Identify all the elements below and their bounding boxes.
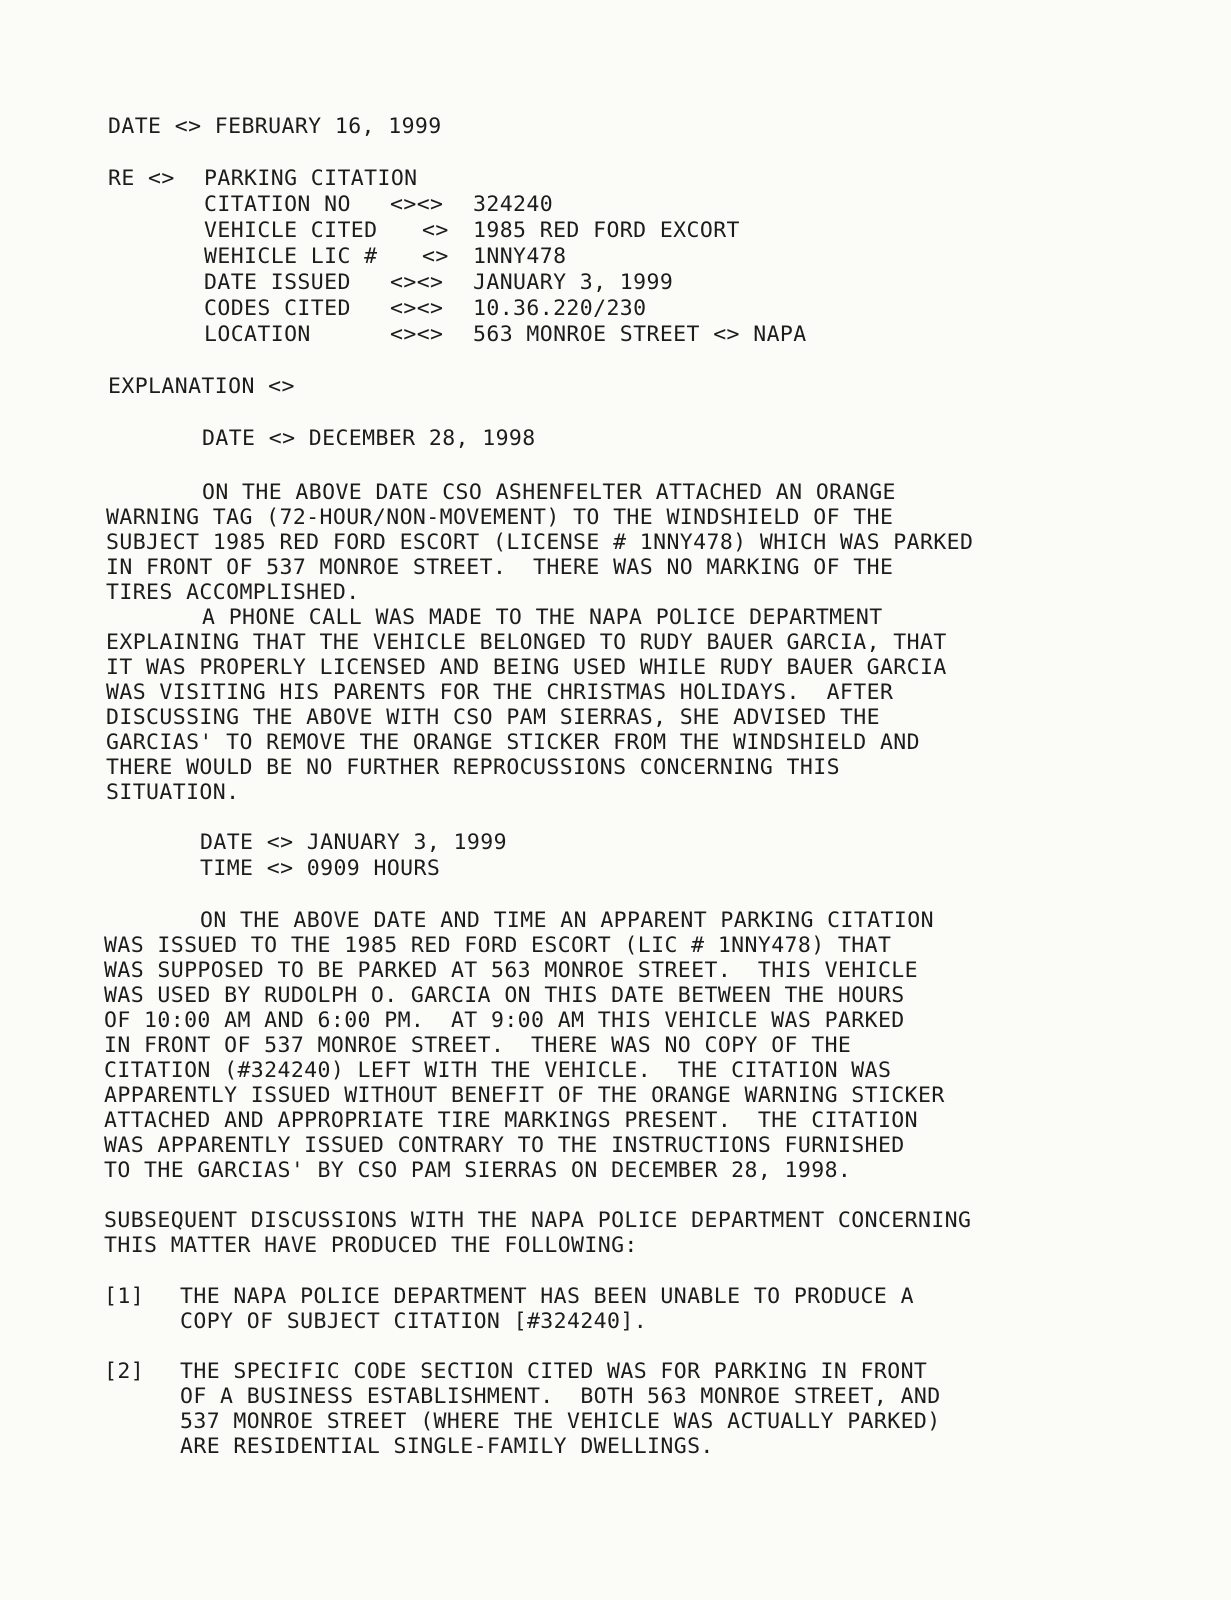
citation-label: VEHICLE CITED xyxy=(204,218,378,243)
paragraph-line: WAS APPARENTLY ISSUED CONTRARY TO THE INSTRUCTIONS FURNISHED xyxy=(104,1133,905,1158)
explanation-date-1: DATE <> DECEMBER 28, 1998 xyxy=(202,426,536,451)
paragraph-line: WAS SUPPOSED TO BE PARKED AT 563 MONROE STREET. THIS VEHICLE xyxy=(104,958,918,983)
finding-line: THE SPECIFIC CODE SECTION CITED WAS FOR PARKING IN FRONT xyxy=(180,1359,928,1384)
paragraph-line: TO THE GARCIAS' BY CSO PAM SIERRAS ON DECEMBER 28, 1998. xyxy=(104,1158,852,1183)
paragraph-line: DISCUSSING THE ABOVE WITH CSO PAM SIERRAS, SHE ADVISED THE xyxy=(106,705,880,730)
explanation-heading: EXPLANATION <> xyxy=(108,374,295,399)
paragraph-line: SITUATION. xyxy=(106,780,240,805)
header-date: DATE <> FEBRUARY 16, 1999 xyxy=(108,114,442,139)
citation-label: DATE ISSUED xyxy=(204,270,351,295)
citation-sep: <><> xyxy=(390,322,444,347)
citation-sep: <> xyxy=(422,218,449,243)
citation-label: WEHICLE LIC # xyxy=(204,244,378,269)
paragraph-line: THIS MATTER HAVE PRODUCED THE FOLLOWING: xyxy=(104,1233,638,1258)
finding-number: [2] xyxy=(104,1359,145,1384)
re-subject: PARKING CITATION xyxy=(204,166,418,191)
explanation-date-2: DATE <> JANUARY 3, 1999 xyxy=(200,830,507,855)
finding-line: THE NAPA POLICE DEPARTMENT HAS BEEN UNABLE TO PRODUCE A xyxy=(180,1284,914,1309)
paragraph-line: A PHONE CALL WAS MADE TO THE NAPA POLICE DEPARTMENT xyxy=(202,605,883,630)
finding-line: OF A BUSINESS ESTABLISHMENT. BOTH 563 MONROE STREET, AND xyxy=(180,1384,941,1409)
citation-sep: <><> xyxy=(390,270,444,295)
citation-sep: <><> xyxy=(390,296,444,321)
citation-value: 563 MONROE STREET <> NAPA xyxy=(473,322,807,347)
paragraph-line: TIRES ACCOMPLISHED. xyxy=(106,580,360,605)
citation-sep: <><> xyxy=(390,192,444,217)
citation-label: CITATION NO xyxy=(204,192,351,217)
paragraph-line: OF 10:00 AM AND 6:00 PM. AT 9:00 AM THIS VEHICLE WAS PARKED xyxy=(104,1008,905,1033)
paragraph-line: IN FRONT OF 537 MONROE STREET. THERE WAS NO COPY OF THE xyxy=(104,1033,852,1058)
citation-value: 1985 RED FORD EXCORT xyxy=(473,218,740,243)
re-label: RE <> xyxy=(108,166,175,191)
finding-line: 537 MONROE STREET (WHERE THE VEHICLE WAS ACTUALLY PARKED) xyxy=(180,1409,941,1434)
paragraph-line: THERE WOULD BE NO FURTHER REPROCUSSIONS CONCERNING THIS xyxy=(106,755,840,780)
explanation-time-2: TIME <> 0909 HOURS xyxy=(200,856,441,881)
citation-label: CODES CITED xyxy=(204,296,351,321)
citation-sep: <> xyxy=(422,244,449,269)
finding-line: ARE RESIDENTIAL SINGLE-FAMILY DWELLINGS. xyxy=(180,1434,714,1459)
paragraph-line: ON THE ABOVE DATE AND TIME AN APPARENT PARKING CITATION xyxy=(200,908,934,933)
finding-number: [1] xyxy=(104,1284,145,1309)
paragraph-line: WAS USED BY RUDOLPH O. GARCIA ON THIS DATE BETWEEN THE HOURS xyxy=(104,983,905,1008)
paragraph-line: APPARENTLY ISSUED WITHOUT BENEFIT OF THE ORANGE WARNING STICKER xyxy=(104,1083,945,1108)
paragraph-line: SUBSEQUENT DISCUSSIONS WITH THE NAPA POLICE DEPARTMENT CONCERNING xyxy=(104,1208,972,1233)
finding-line: COPY OF SUBJECT CITATION [#324240]. xyxy=(180,1309,648,1334)
paragraph-line: IN FRONT OF 537 MONROE STREET. THERE WAS NO MARKING OF THE xyxy=(106,555,894,580)
paragraph-line: IT WAS PROPERLY LICENSED AND BEING USED WHILE RUDY BAUER GARCIA xyxy=(106,655,947,680)
paragraph-line: ON THE ABOVE DATE CSO ASHENFELTER ATTACHED AN ORANGE xyxy=(202,480,896,505)
paragraph-line: EXPLAINING THAT THE VEHICLE BELONGED TO RUDY BAUER GARCIA, THAT xyxy=(106,630,947,655)
paragraph-line: WARNING TAG (72-HOUR/NON-MOVEMENT) TO THE WINDSHIELD OF THE xyxy=(106,505,894,530)
citation-value: JANUARY 3, 1999 xyxy=(473,270,674,295)
citation-label: LOCATION xyxy=(204,322,311,347)
paragraph-line: ATTACHED AND APPROPRIATE TIRE MARKINGS PRESENT. THE CITATION xyxy=(104,1108,918,1133)
paragraph-line: GARCIAS' TO REMOVE THE ORANGE STICKER FROM THE WINDSHIELD AND xyxy=(106,730,920,755)
paragraph-line: CITATION (#324240) LEFT WITH THE VEHICLE. THE CITATION WAS xyxy=(104,1058,892,1083)
paragraph-line: WAS VISITING HIS PARENTS FOR THE CHRISTMAS HOLIDAYS. AFTER xyxy=(106,680,894,705)
paragraph-line: SUBJECT 1985 RED FORD ESCORT (LICENSE # 1NNY478) WHICH WAS PARKED xyxy=(106,530,974,555)
paragraph-line: WAS ISSUED TO THE 1985 RED FORD ESCORT (LIC # 1NNY478) THAT xyxy=(104,933,892,958)
citation-value: 324240 xyxy=(473,192,554,217)
citation-value: 1NNY478 xyxy=(473,244,567,269)
citation-value: 10.36.220/230 xyxy=(473,296,647,321)
